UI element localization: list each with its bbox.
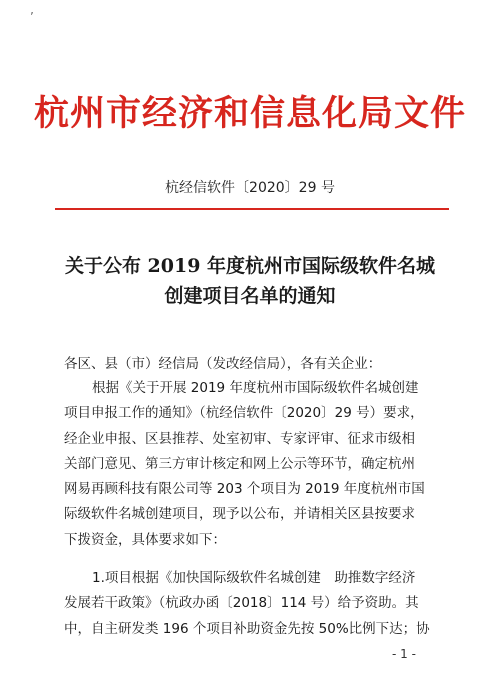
issuer-header-title: 杭州市经济和信息化局文件	[33, 93, 466, 134]
notice-title-line-1: 关于公布 2019 年度杭州市国际级软件名城	[64, 255, 436, 277]
paragraph-1-line: 网易再顾科技有限公司等 203 个项目为 2019 年度杭州市国	[64, 481, 425, 498]
document-number: 杭经信软件〔2020〕29 号	[165, 180, 335, 196]
red-separator-rule	[55, 208, 449, 210]
paragraph-1-line: 下拨资金，具体要求如下：	[64, 531, 226, 548]
salutation: 各区、县（市）经信局（发改经信局），各有关企业：	[64, 356, 382, 372]
paragraph-1-line: 根据《关于开展 2019 年度杭州市国际级软件名城创建	[92, 380, 419, 396]
body-paragraph-2	[64, 566, 447, 642]
paragraph-2-line: 1.项目根据《加快国际级软件名城创建 助推数字经济	[92, 570, 416, 586]
page-number: - 1 -	[392, 647, 416, 661]
paragraph-2-line: 发展若干政策》（杭政办函〔2018〕114 号）给予资助。其	[64, 595, 419, 612]
paragraph-1-line: 际级软件名城创建项目，现予以公布，并请相关区县按要求	[64, 506, 415, 523]
paragraph-1-line: 关部门意见、第三方审计核定和网上公示等环节，确定杭州	[64, 455, 415, 472]
corner-mark: ’	[30, 10, 34, 24]
paragraph-2-line: 中，自主研发类 196 个项目补助资金先按 50%比例下达；协	[64, 620, 430, 637]
notice-title	[0, 251, 500, 311]
notice-title-line-2: 创建项目名单的通知	[164, 285, 336, 307]
paragraph-1-line: 经企业申报、区县推荐、处室初审、专家评审、征求市级相	[64, 430, 415, 447]
paragraph-1-line: 项目申报工作的通知》（杭经信软件〔2020〕29 号）要求，	[64, 405, 424, 422]
body-paragraph-1	[64, 376, 447, 553]
